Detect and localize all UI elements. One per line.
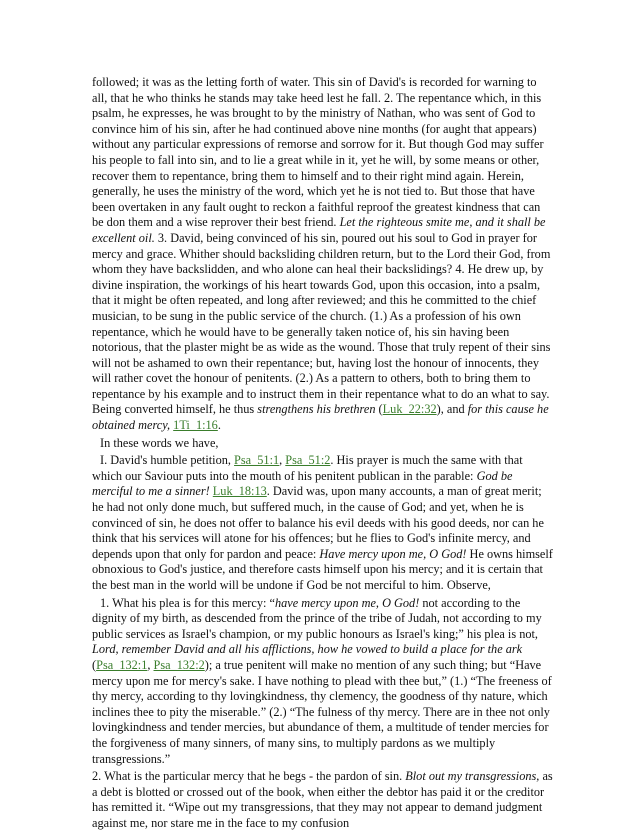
text-run: . His prayer is much the same with that which our Saviour puts into the mouth of his penitent publican in the parable:	[92, 453, 523, 483]
text-run: .	[217, 418, 221, 433]
text-run: (	[375, 402, 383, 417]
text-run: 3. David, being convinced of his sin, poured out his soul to God in prayer for mercy and grace. Whither should backsliding children return, but to the Lord their God, from whom they have backslidden, and who alone can heal their backslidings? 4. He drew up, by divine inspiration, the workings of his heart towards God, upon this occasion, into a psalm, that it might be often repeated, and long after reviewed; and this he committed to the chief musician, to be sung in the public service of the church. (1.) As a profession of his own repentance, which he would have to be generally taken notice of, his sin having been notorious, that the plaster might be as wide as the wound. Those that truly repent of their sins will not be ashamed to own their repentance; but, having lost the honour of innocents, they will rather covet the honour of penitents. (2.) As a pattern to others, both to bring them to repentance by his example and to instruct them in their repentance what to do an what to say. Being converted himself, he thus	[92, 230, 551, 417]
scripture-link-psa-51-1[interactable]: Psa_51:1	[234, 453, 280, 468]
italic-quote: Blot out my transgressions,	[405, 769, 540, 784]
scripture-link-luk-22-32[interactable]: Luk_22:32	[382, 402, 437, 417]
italic-quote: Lord, remember David and all his afflictions, how he vowed to build a place for the ark	[92, 642, 523, 657]
text-run: ); a true penitent will make no mention of any such thing; but “Have mercy upon me for mercy's sake. I have nothing to plead with thee but,” (1.) “The freeness of thy mercy, according to thy lovingkindness, thy clemency, the goodness of thy nature, which inclines thee to pity the miserable.” (2.) “The fulness of thy mercy. There are in thee not only lovingkindness and tender mercies, but abundance of them, a multitude of tender mercies for the forgiveness of many sinners, of many sins, to multiply pardons as we multiply transgressions.”	[92, 657, 552, 766]
text-run: I. David's humble petition,	[100, 453, 235, 468]
text-run: . David was, upon many accounts, a man of great merit; he had not only done much, but suffered much, in the cause of God; and yet, when he is convinced of sin, he does not offer to balance his evil deeds with his good deeds, nor can he think that his services will atone for his offences; but he flies to God's infinite mercy, and depends upon that only for pardon and peace:	[92, 484, 544, 561]
commentary-page	[92, 75, 554, 832]
scripture-link-psa-51-2[interactable]: Psa_51:2	[285, 453, 331, 468]
italic-quote: strengthens his brethren	[257, 402, 376, 417]
text-run: In these words we have,	[100, 435, 219, 450]
paragraph-plea	[92, 596, 554, 768]
italic-quote: God be merciful to me a sinner!	[92, 468, 513, 499]
paragraph-intro	[92, 75, 554, 434]
text-run: as a debt is blotted or crossed out of the book, when either the debtor has paid it or the creditor has remitted it. “Wipe out my transgressions, that they may not appear to demand judgment against me, nor stare me in the face to my confusion	[92, 769, 553, 830]
text-run: ,	[279, 453, 286, 468]
scripture-link-psa-132-2[interactable]: Psa_132:2	[153, 657, 205, 672]
text-run: 1. What his plea is for this mercy: “	[100, 595, 275, 610]
scripture-link-psa-132-1[interactable]: Psa_132:1	[96, 657, 148, 672]
text-run: followed; it was as the letting forth of water. This sin of David's is recorded for warning to all, that he who thinks he stands may take heed lest he fall. 2. The repentance which, in this psalm, he expresses, he was brought to by the ministry of Nathan, who was sent of God to convince him of his sin, after he had continued above nine months (for aught that appears) without any particular expressions of remorse and sorrow for it. But though God may suffer his people to fall into sin, and to lie a great while in it, yet he will, by some means or other, recover them to repentance, bring them to himself and to their right mind again. Herein, generally, he uses the ministry of the word, which yet he is not tied to. But those that have been overtaken in any fault ought to reckon a faithful reproof the greatest kindness that can be don them and a wise reprover their best friend.	[92, 75, 544, 230]
paragraph-particular-mercy	[92, 769, 554, 831]
italic-quote: Have mercy upon me, O God!	[319, 546, 467, 561]
text-run: not according to the dignity of my birth, as descended from the prince of the tribe of Judah, not according to my public services as Israel's champion, or my public honours as Israel's king;” his plea is not,	[92, 595, 542, 641]
text-run: He owns himself obnoxious to God's justice, and therefore casts himself upon his mercy; and it is certain that the best man in the world will be undone if God be not merciful to him. Observe,	[92, 546, 553, 592]
scripture-link-luk-18-13[interactable]: Luk_18:13	[212, 484, 267, 499]
text-run: (	[92, 657, 97, 672]
paragraph-in-these-words	[92, 436, 554, 452]
italic-quote: Let the righteous smite me, and it shall be excellent oil.	[92, 215, 546, 245]
paragraph-petition	[92, 453, 554, 593]
text-run: 2. What is the particular mercy that he begs - the pardon of sin.	[92, 769, 406, 784]
text-run: ,	[147, 657, 154, 672]
scripture-link-1ti-1-16[interactable]: 1Ti_1:16	[173, 418, 218, 433]
text-run: ), and	[436, 402, 468, 417]
italic-quote: for this cause he obtained mercy,	[92, 402, 549, 433]
italic-quote: have mercy upon me, O God!	[274, 595, 420, 610]
